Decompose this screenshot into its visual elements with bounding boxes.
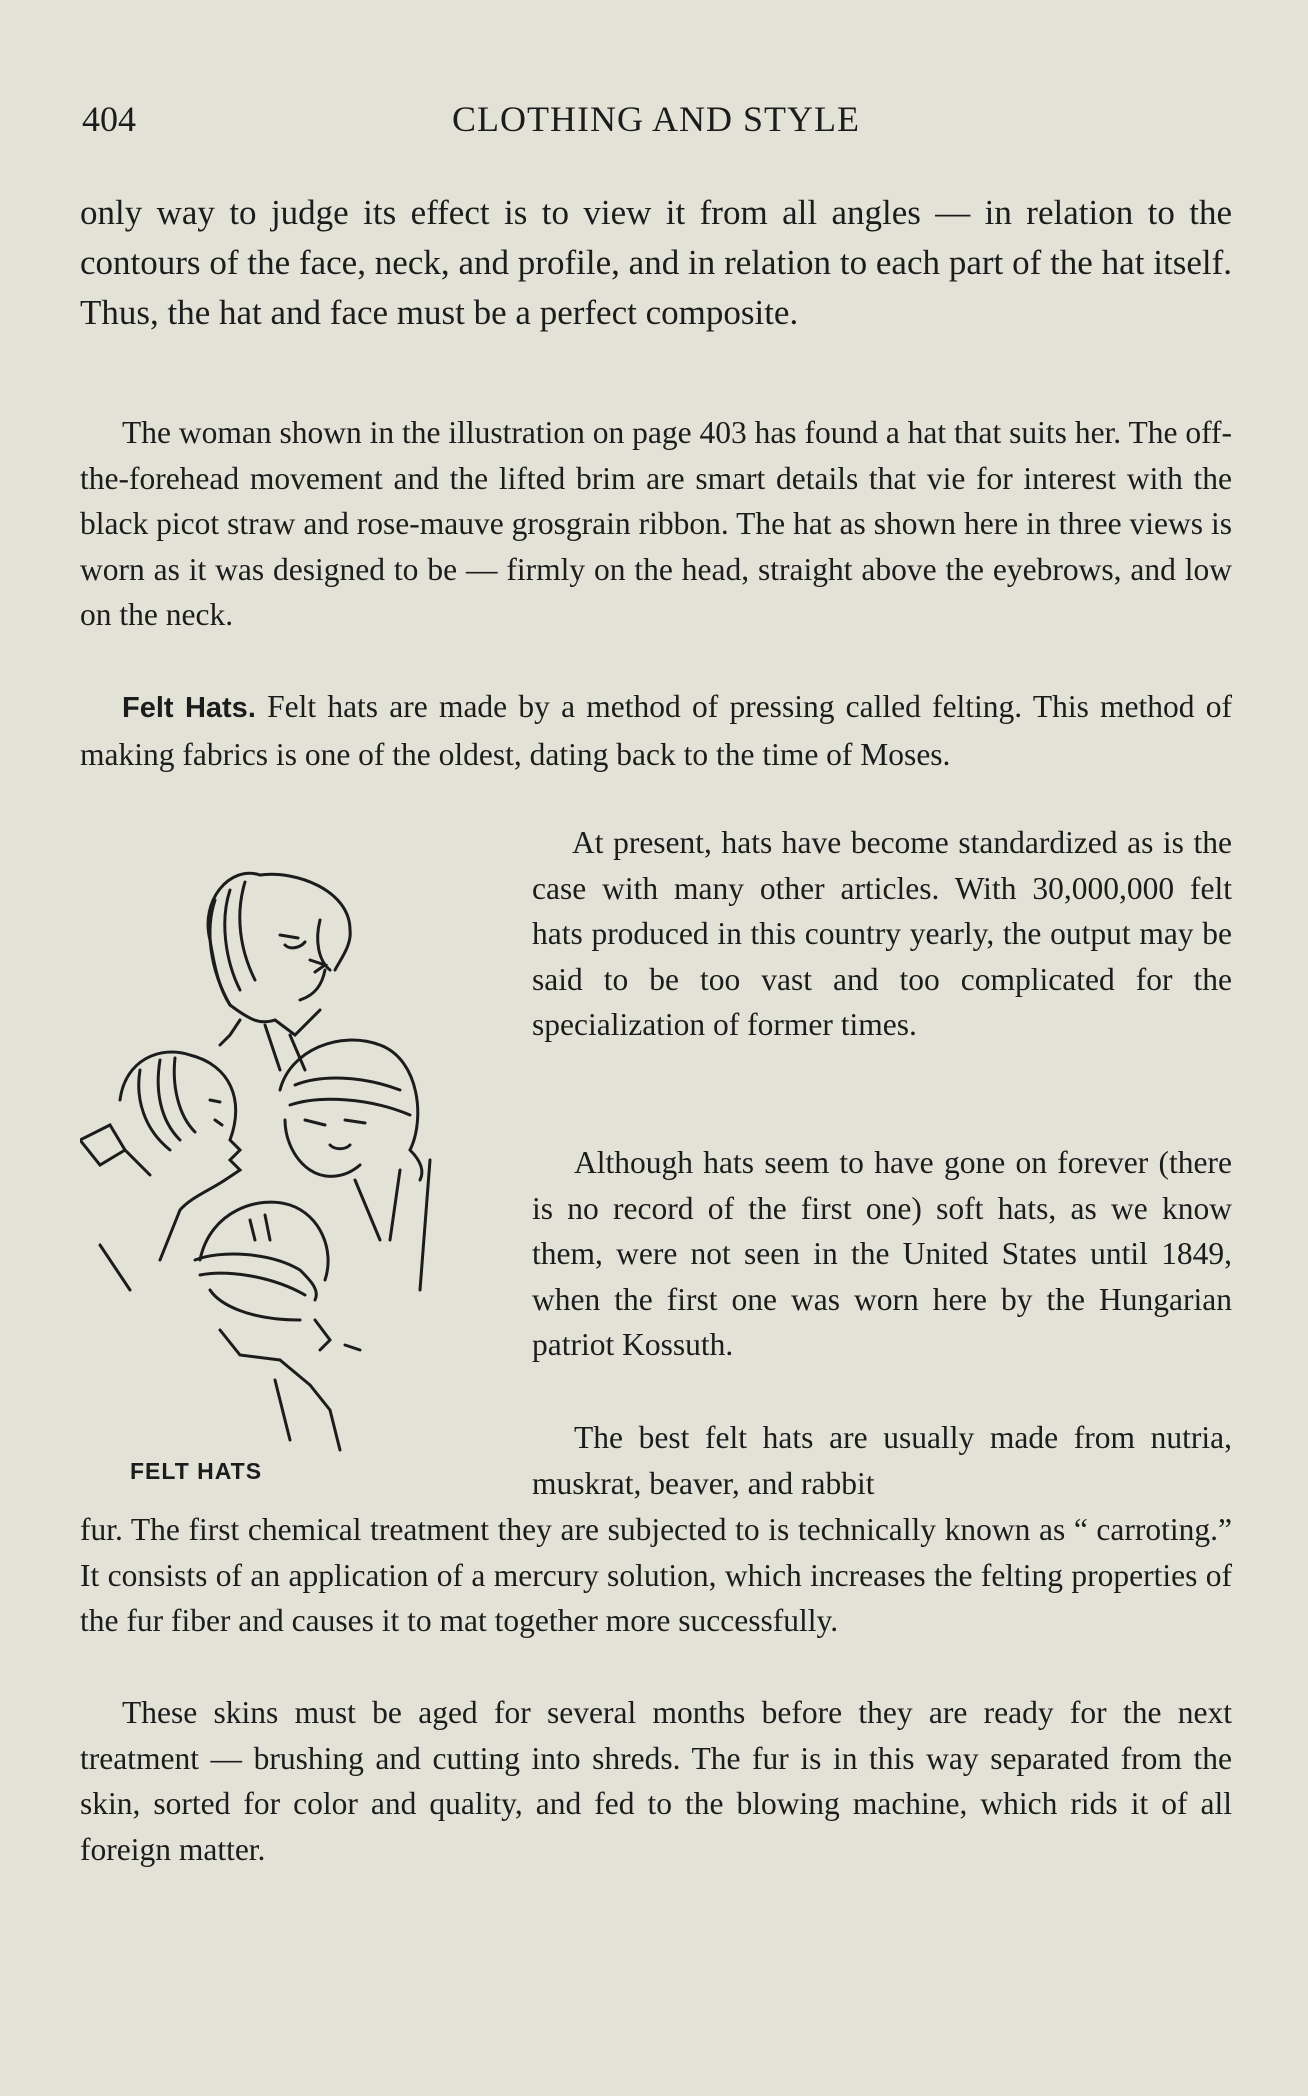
- paragraph-present: At present, hats have become standardized as is the case with many other articles. With 30,000,000 felt hats produced in this country yearly, the output may be said to be too vast and too complicated for the specialization of former times.: [532, 825, 1232, 1042]
- paragraph-intro: only way to judge its effect is to view it from all angles — in relation to the contours of the face, neck, and profile, and in relation to each part of the hat itself. Thus, the hat and face must be a perfect composite.: [80, 193, 1232, 332]
- felt-hats-body: Felt hats are made by a method of pressing called felting. This method of making fabrics is one of the oldest, dating back to the time of Moses.: [80, 689, 1232, 772]
- paragraph-skins: These skins must be aged for several months before they are ready for the next treatment — brushing and cutting into shreds. The fur is in this way separated from the skin, sorted for color and quality, and fed to the blowing machine, which rids it of all foreign matter.: [80, 1695, 1232, 1867]
- hat-sketch-bottom: [195, 1202, 360, 1450]
- hat-sketch-right: [280, 1040, 430, 1290]
- paragraph-felt-hats: [80, 684, 1232, 777]
- paragraph-although: Although hats seem to have gone on forever (there is no record of the first one) soft hats, as we know them, were not seen in the United States until 1849, when the first one was worn here by the Hungarian patriot Kossuth.: [532, 1145, 1232, 1362]
- paragraph-best-felt: The best felt hats are usually made from nutria, muskrat, beaver, and rabbit: [532, 1420, 1232, 1501]
- figure-caption: FELT HATS: [130, 1458, 263, 1484]
- page-header: [82, 98, 1230, 148]
- running-title: CLOTHING AND STYLE: [452, 99, 860, 139]
- paragraph-woman-illustration: The woman shown in the illustration on page 403 has found a hat that suits her. The off-the-forehead movement and the lifted brim are smart details that vie for interest with the black picot straw and rose-mauve grosgrain ribbon. The hat as shown here in three views is worn as it was designed to be — firmly on the head, straight above the eyebrows, and low on the neck.: [80, 415, 1232, 632]
- felt-hats-illustration: [80, 820, 520, 1460]
- hat-sketch-top: [208, 873, 350, 1070]
- felt-hats-heading: Felt Hats.: [122, 692, 256, 724]
- page-number: 404: [82, 99, 136, 139]
- paragraph-fur-continuation: fur. The first chemical treatment they are subjected to is technically known as “ carroting.” It consists of an application of a mercury solution, which increases the felting properties of the fur fiber and causes it to mat together more successfully.: [80, 1512, 1232, 1638]
